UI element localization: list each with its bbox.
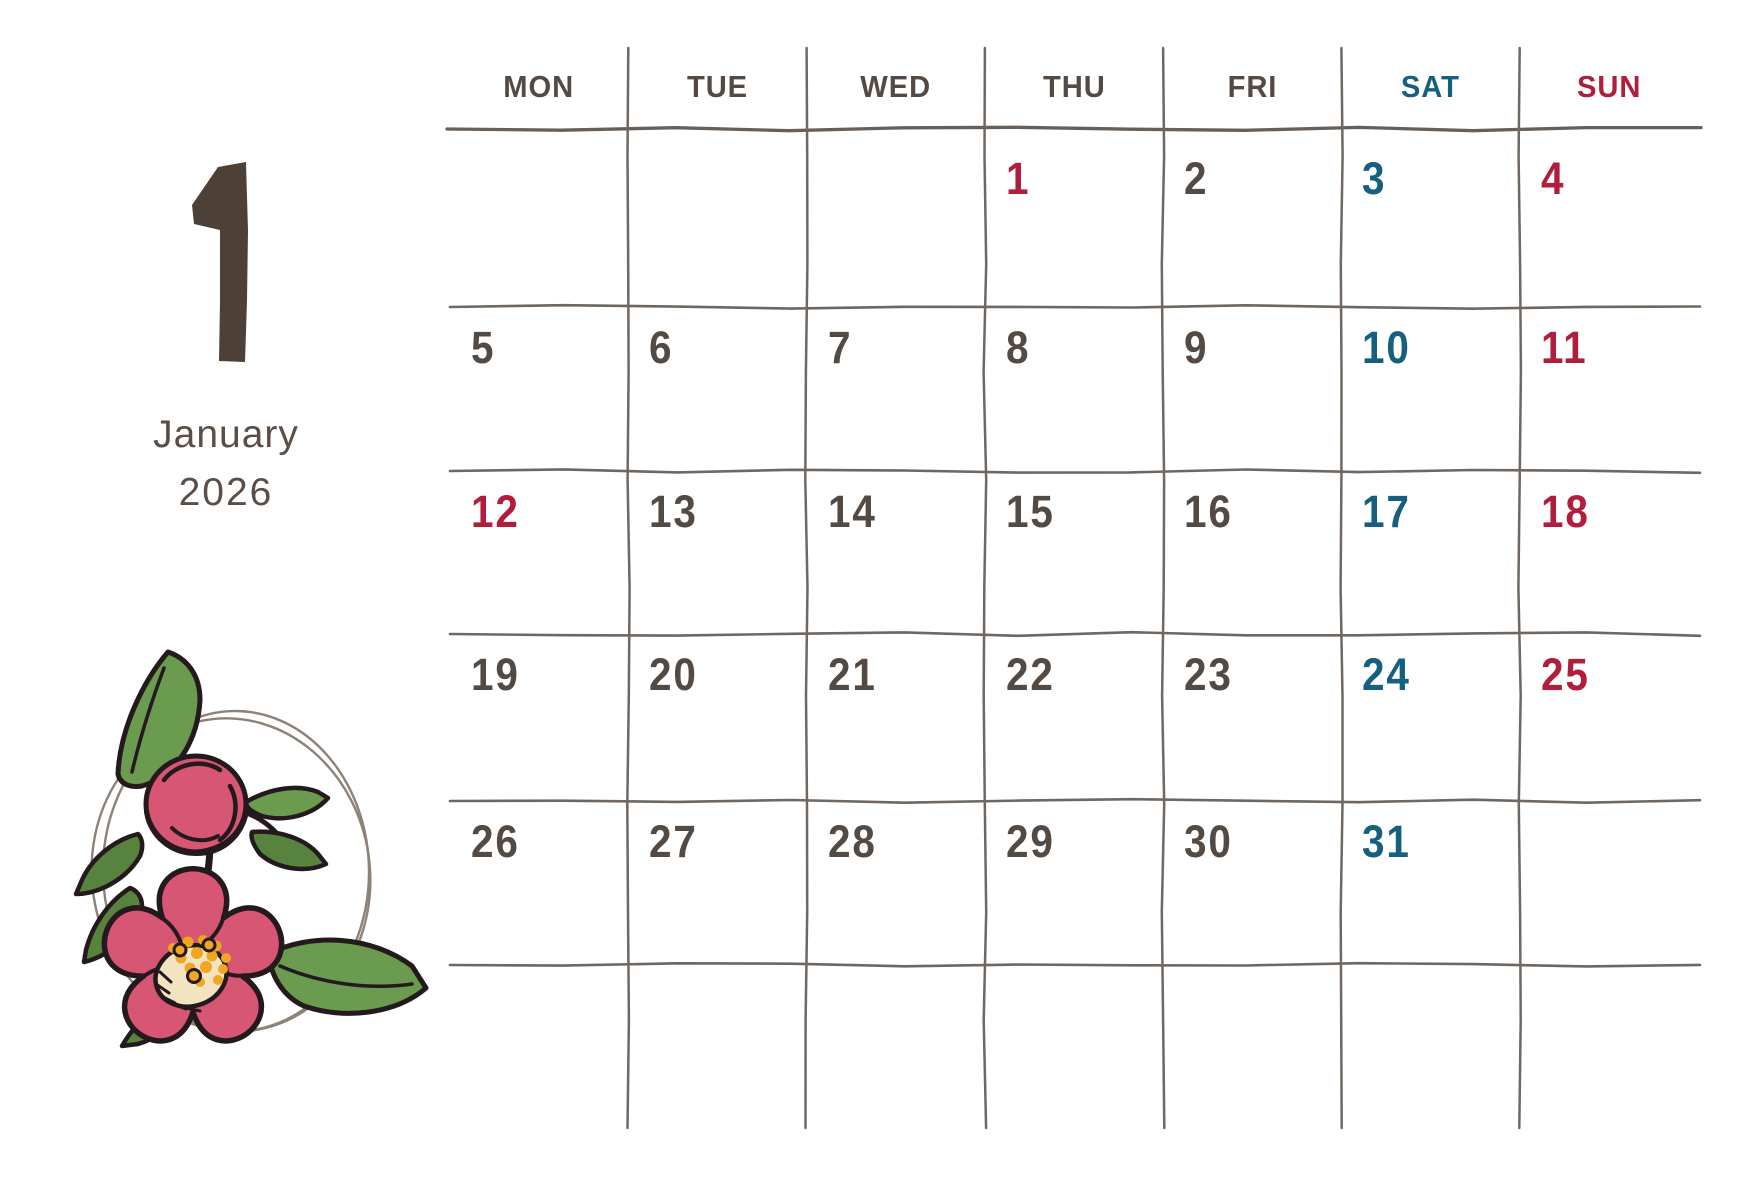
day-cell-19: 19 bbox=[471, 649, 520, 700]
day-cell-10: 10 bbox=[1362, 322, 1412, 373]
day-cell-12: 12 bbox=[471, 486, 520, 537]
day-cell-empty bbox=[1341, 965, 1519, 1130]
right-leaf bbox=[268, 940, 426, 1013]
day-cell-13: 13 bbox=[649, 486, 698, 537]
weekday-header-sun: SUN bbox=[1576, 69, 1642, 104]
day-cell-16: 16 bbox=[1184, 486, 1233, 537]
year-label: 2026 bbox=[178, 471, 274, 514]
day-cell-20: 20 bbox=[649, 649, 698, 700]
day-cell-21: 21 bbox=[827, 649, 877, 700]
day-cell-25: 25 bbox=[1540, 649, 1590, 700]
day-cell-1: 1 bbox=[1005, 153, 1031, 204]
day-cell-29: 29 bbox=[1005, 816, 1055, 867]
day-cell-31: 31 bbox=[1362, 816, 1412, 867]
day-cell-4: 4 bbox=[1540, 153, 1566, 204]
day-cell-5: 5 bbox=[471, 322, 496, 373]
day-cell-11: 11 bbox=[1540, 322, 1588, 373]
day-cell-8: 8 bbox=[1005, 322, 1031, 373]
day-cell-7: 7 bbox=[827, 322, 852, 373]
day-cell-18: 18 bbox=[1540, 486, 1590, 537]
day-cell-28: 28 bbox=[827, 816, 877, 867]
day-cell-22: 22 bbox=[1005, 649, 1055, 700]
day-cell-15: 15 bbox=[1005, 486, 1055, 537]
weekday-header-sat: SAT bbox=[1401, 69, 1461, 104]
day-cell-empty bbox=[628, 965, 806, 1130]
camellia-illustration bbox=[60, 588, 430, 1050]
day-cell-empty bbox=[628, 129, 806, 307]
day-cell-6: 6 bbox=[649, 322, 674, 373]
weekday-header-mon: MON bbox=[503, 69, 575, 104]
right-sprig-leaves bbox=[236, 788, 328, 869]
day-cell-empty bbox=[807, 965, 985, 1130]
day-cell-14: 14 bbox=[827, 486, 877, 537]
day-cell-empty bbox=[1163, 965, 1341, 1130]
month-name: January bbox=[153, 413, 299, 456]
day-cell-empty bbox=[450, 129, 628, 307]
weekday-header-thu: THU bbox=[1042, 69, 1106, 104]
weekday-header-row bbox=[450, 45, 1698, 129]
weekday-header-tue: TUE bbox=[686, 69, 748, 104]
day-cell-26: 26 bbox=[471, 816, 520, 867]
day-cell-empty bbox=[450, 965, 628, 1130]
day-cell-9: 9 bbox=[1184, 322, 1209, 373]
day-cell-empty bbox=[1520, 965, 1698, 1130]
day-cell-30: 30 bbox=[1184, 816, 1233, 867]
day-cell-17: 17 bbox=[1362, 486, 1412, 537]
weekday-header-fri: FRI bbox=[1227, 69, 1278, 104]
day-cell-3: 3 bbox=[1362, 153, 1387, 204]
day-cell-empty bbox=[985, 965, 1163, 1130]
day-cell-24: 24 bbox=[1362, 649, 1412, 700]
day-cell-2: 2 bbox=[1184, 153, 1209, 204]
day-cell-empty bbox=[1520, 801, 1698, 965]
day-grid bbox=[450, 129, 1698, 1130]
day-cell-empty bbox=[807, 129, 985, 307]
day-cell-27: 27 bbox=[649, 816, 698, 867]
weekday-header-wed: WED bbox=[860, 69, 932, 104]
camellia-bud bbox=[146, 756, 246, 854]
day-cell-23: 23 bbox=[1184, 649, 1233, 700]
